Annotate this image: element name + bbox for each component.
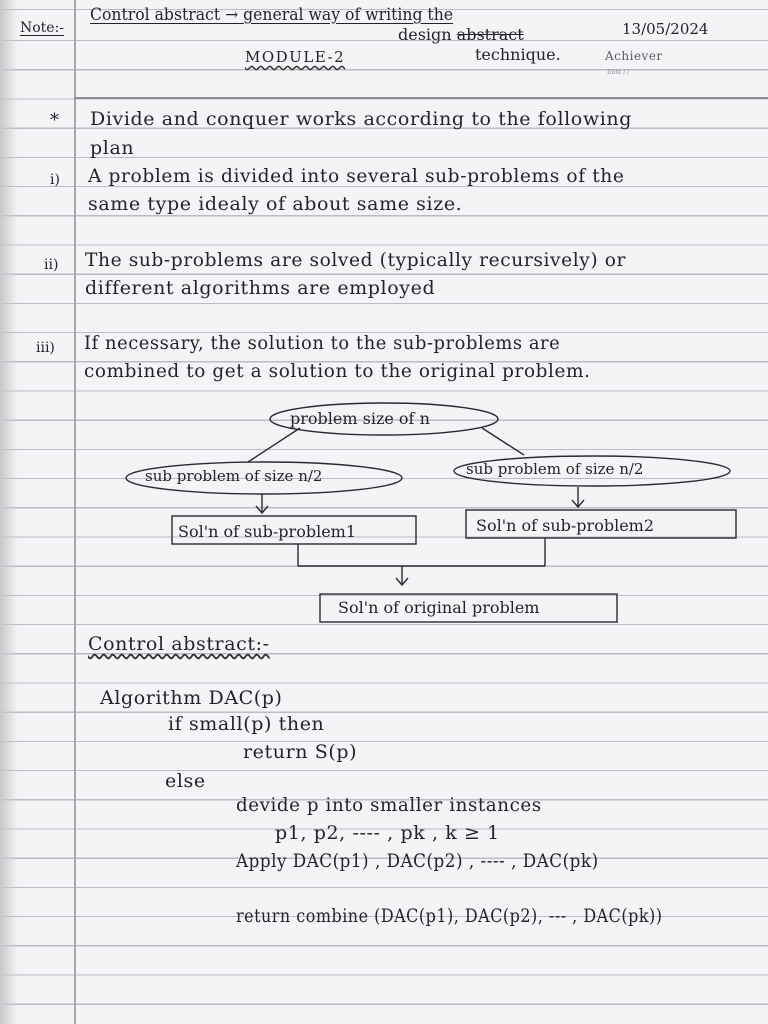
code-line: Apply DAC(p1) , DAC(p2) , ---- , DAC(pk) — [236, 850, 599, 872]
solution-right-label: Sol'n of sub-problem2 — [476, 516, 655, 535]
root-node-label: problem size of n — [290, 409, 430, 428]
final-solution-label: Sol'n of original problem — [338, 598, 540, 617]
code-line: return S(p) — [243, 741, 358, 763]
note-title-line3: technique. — [475, 45, 561, 64]
arrow-right-head — [572, 500, 584, 507]
combine-arrow-head — [396, 578, 408, 585]
point-marker: i) — [50, 172, 60, 188]
code-line: p1, p2, ---- , pk , k ≥ 1 — [275, 822, 500, 844]
note-title-line1: Control abstract → general way of writing the — [90, 5, 454, 25]
intro-line2: plan — [90, 137, 135, 159]
intro-line1: Divide and conquer works according to the following — [90, 108, 632, 130]
point-line: different algorithms are employed — [85, 277, 436, 299]
page-date: 13/05/2024 — [622, 20, 709, 38]
arrow-left-head — [256, 506, 268, 513]
bullet-star: * — [50, 110, 59, 131]
branch-left-line — [248, 428, 300, 462]
note-title-struck-word: abstract — [456, 25, 524, 44]
sub-problem-right-label: sub problem of size n/2 — [466, 460, 644, 478]
sub-problem-left-label: sub problem of size n/2 — [145, 467, 323, 485]
point-line: The sub-problems are solved (typically recursively) or — [85, 249, 627, 271]
solution-left-label: Sol'n of sub-problem1 — [178, 522, 357, 541]
code-line: else — [165, 770, 206, 792]
code-line: return combine (DAC(p1), DAC(p2), --- , DAC(pk)) — [236, 905, 663, 927]
point-line: same type idealy of about same size. — [88, 193, 463, 215]
code-line: devide p into smaller instances — [236, 794, 542, 816]
point-marker: ii) — [44, 257, 59, 273]
branch-right-line — [482, 428, 524, 455]
control-abstract-heading: Control abstract:- — [88, 633, 270, 655]
note-title-line2-text: design — [398, 25, 457, 44]
module-heading: MODULE-2 — [245, 48, 346, 66]
point-line: If necessary, the solution to the sub-problems are — [84, 332, 561, 354]
point-line: combined to get a solution to the original problem. — [84, 360, 591, 382]
page-binding-shadow — [0, 0, 18, 1024]
point-line: A problem is divided into several sub-problems of the — [88, 165, 625, 187]
printed-date-field: Date / / — [607, 69, 630, 76]
point-marker: iii) — [36, 340, 55, 356]
note-title-line2 — [398, 25, 524, 44]
code-line: if small(p) then — [168, 713, 325, 735]
header-rule — [74, 97, 768, 99]
margin-rule — [74, 0, 76, 1024]
note-label: Note:- — [20, 20, 65, 36]
notebook-brand: Achiever — [605, 49, 663, 63]
code-line: Algorithm DAC(p) — [100, 687, 283, 709]
